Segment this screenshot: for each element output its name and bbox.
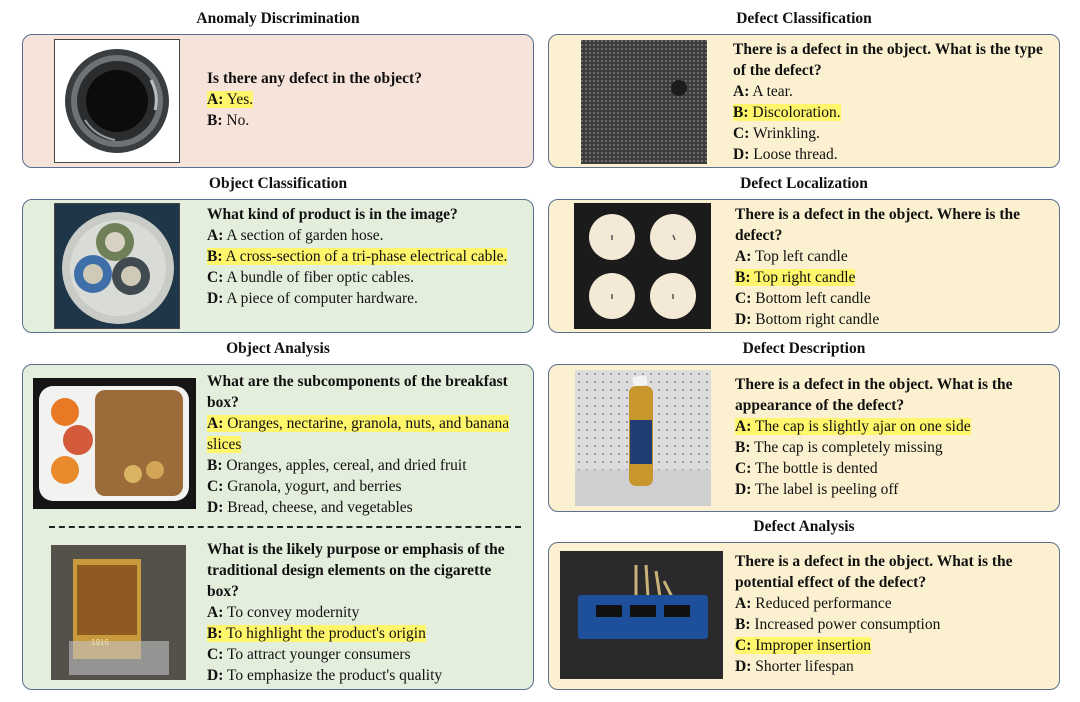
section-title-object-classification: Object Classification	[208, 175, 348, 192]
question-text: There is a defect in the object. Where is the defect?	[735, 206, 1020, 244]
defect-classification-qa	[733, 39, 1051, 165]
defect-localization-qa	[735, 204, 1053, 330]
section-title-defect-classification: Defect Classification	[736, 10, 872, 27]
dashed-divider	[49, 526, 521, 528]
defect-description-qa	[735, 374, 1053, 500]
anomaly-qa	[207, 68, 527, 131]
cigarette-qa	[207, 539, 525, 686]
option-b: B: To highlight the product's origin	[207, 625, 426, 642]
option-b: B: Discoloration.	[733, 104, 841, 121]
option-a: A: A tear.	[733, 83, 793, 100]
question-text: What kind of product is in the image?	[207, 206, 458, 223]
option-c: C: Granola, yogurt, and berries	[207, 478, 402, 495]
section-title-defect-localization: Defect Localization	[740, 175, 868, 192]
question-text: There is a defect in the object. What is the appearance of the defect?	[735, 376, 1013, 414]
option-a: A: Yes.	[207, 91, 254, 108]
option-d: D: Shorter lifespan	[735, 658, 854, 675]
defect-classification-card	[548, 34, 1060, 168]
option-c: C: Improper insertion	[735, 637, 872, 654]
option-a: A: The cap is slightly ajar on one side	[735, 418, 971, 435]
section-title-defect-analysis: Defect Analysis	[753, 518, 855, 535]
option-c: C: To attract younger consumers	[207, 646, 411, 663]
section-title-object-analysis: Object Analysis	[226, 340, 330, 357]
box-label: 1916	[91, 638, 109, 647]
fabric-image	[581, 40, 707, 164]
option-d: D: Bread, cheese, and vegetables	[207, 499, 413, 516]
question-text: There is a defect in the object. What is the potential effect of the defect?	[735, 553, 1013, 591]
object-classification-qa	[207, 204, 525, 309]
question-text: What are the subcomponents of the breakfast box?	[207, 373, 508, 411]
defect-description-card	[548, 364, 1060, 512]
defect-localization-card	[548, 199, 1060, 333]
object-classification-card	[22, 199, 534, 333]
option-d: D: Bottom right candle	[735, 311, 880, 328]
option-a: A: Top left candle	[735, 248, 848, 265]
option-c: C: Bottom left candle	[735, 290, 871, 307]
breakfast-box-image	[33, 378, 196, 509]
option-b: B: Oranges, apples, cereal, and dried fruit	[207, 457, 467, 474]
option-c: C: Wrinkling.	[733, 125, 820, 142]
option-b: B: Top right candle	[735, 269, 856, 286]
option-b: B: Increased power consumption	[735, 616, 941, 633]
question-text: There is a defect in the object. What is the type of the defect?	[733, 41, 1043, 79]
question-text: Is there any defect in the object?	[207, 70, 422, 87]
anomaly-discrimination-card	[22, 34, 534, 168]
question-text: What is the likely purpose or emphasis of the traditional design elements on the cigarette box?	[207, 541, 505, 600]
option-b: B: A cross-section of a tri-phase electrical cable.	[207, 248, 508, 265]
option-c: C: The bottle is dented	[735, 460, 878, 477]
option-d: D: Loose thread.	[733, 146, 838, 163]
bearing-image	[54, 39, 180, 163]
option-d: D: The label is peeling off	[735, 481, 899, 498]
option-a: A: Oranges, nectarine, granola, nuts, and banana slices	[207, 415, 510, 453]
option-b: B: No.	[207, 112, 250, 129]
option-a: A: To convey modernity	[207, 604, 360, 621]
defect-analysis-qa	[735, 551, 1053, 677]
defect-analysis-card	[548, 542, 1060, 690]
option-c: C: A bundle of fiber optic cables.	[207, 269, 415, 286]
object-analysis-card	[22, 364, 534, 690]
section-title-defect-description: Defect Description	[742, 340, 866, 357]
option-b: B: The cap is completely missing	[735, 439, 943, 456]
candles-image	[574, 203, 711, 329]
bottle-image	[575, 370, 711, 506]
section-title-anomaly-discrimination: Anomaly Discrimination	[196, 10, 360, 27]
option-d: D: To emphasize the product's quality	[207, 667, 443, 684]
breakfast-qa	[207, 371, 525, 518]
option-d: D: A piece of computer hardware.	[207, 290, 418, 307]
circuit-board-image	[560, 551, 723, 679]
option-a: A: A section of garden hose.	[207, 227, 384, 244]
option-a: A: Reduced performance	[735, 595, 892, 612]
cable-image	[54, 203, 180, 329]
cigarette-box-image	[51, 545, 186, 680]
